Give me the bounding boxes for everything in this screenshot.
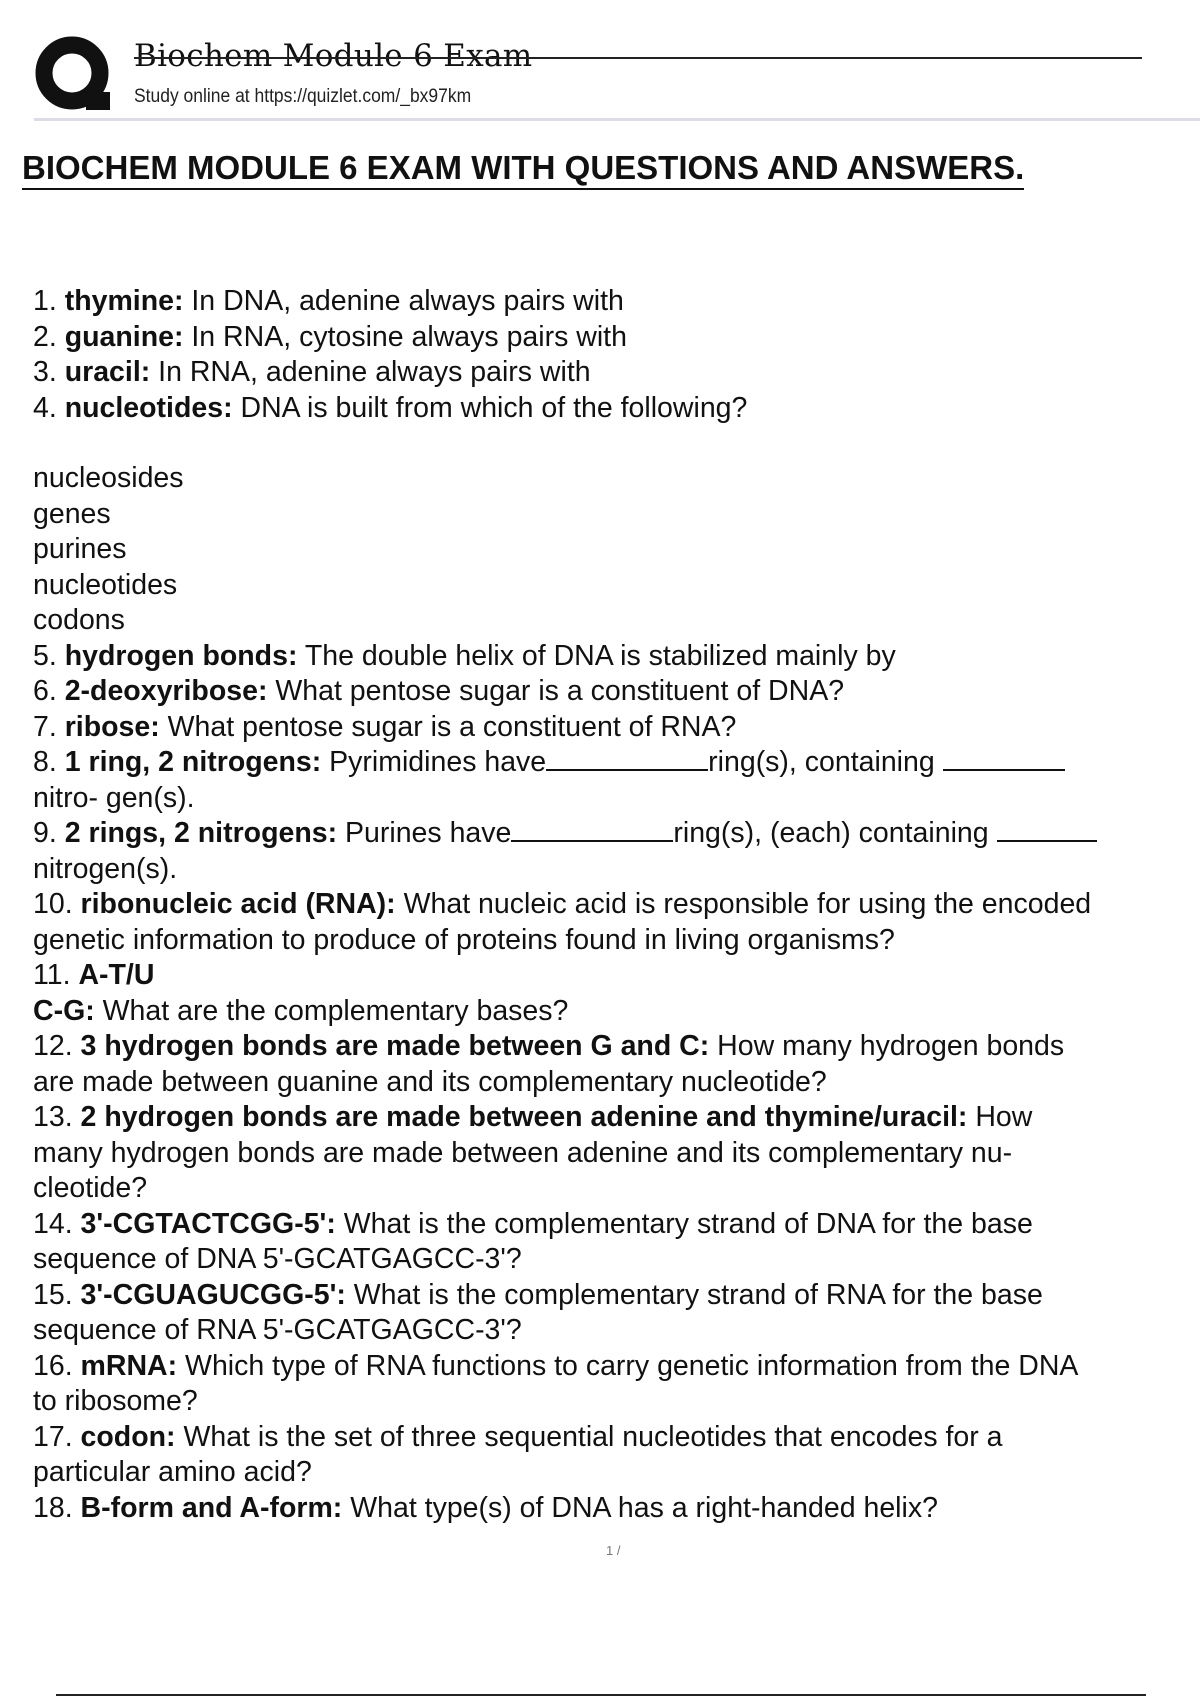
question-continuation: to ribosome? [33, 1385, 198, 1417]
question-item: 17. codon: What is the set of three sequential nucleotides that encodes for a [33, 1420, 1003, 1453]
question-item: 1. thymine: In DNA, adenine always pairs with [33, 285, 624, 317]
question-item: 10. ribonucleic acid (RNA): What nucleic acid is responsible for using the encoded [33, 888, 1092, 920]
fill-blank [546, 745, 708, 771]
spacer [33, 426, 1193, 461]
question-item: 7. ribose: What pentose sugar is a constituent of RNA? [33, 710, 737, 743]
choice-item: nucleosides [33, 462, 184, 494]
study-online-link[interactable]: Study online at https://quizlet.com/_bx97km [134, 86, 472, 107]
question-continuation: nitrogen(s). [33, 852, 178, 885]
quizlet-q-logo-icon [34, 36, 114, 112]
question-item: 18. B-form and A-form: What type(s) of DNA has a right-handed helix? [33, 1491, 938, 1524]
question-item: 2. guanine: In RNA, cytosine always pairs with [33, 320, 627, 353]
question-item: 5. hydrogen bonds: The double helix of DNA is stabilized mainly by [33, 639, 896, 672]
question-continuation: genetic information to produce of proteins found in living organisms? [33, 923, 895, 956]
question-continuation: particular amino acid? [33, 1456, 312, 1488]
header-title: Biochem Module 6 Exam [134, 38, 533, 74]
question-item: 13. 2 hydrogen bonds are made between adenine and thymine/uracil: How [33, 1101, 1033, 1133]
page-number: 1 / [606, 1543, 621, 1558]
document-title: BIOCHEM MODULE 6 EXAM WITH QUESTIONS AND ANSWERS. [22, 148, 1024, 190]
question-item: 14. 3'-CGTACTCGG-5': What is the complementary strand of DNA for the base [33, 1207, 1033, 1240]
footer-divider [56, 1694, 1146, 1696]
choice-item: nucleotides [33, 568, 178, 601]
question-continuation: cleotide? [33, 1172, 148, 1204]
question-continuation: nitro- gen(s). [33, 781, 195, 814]
question-item: 15. 3'-CGUAGUCGG-5': What is the complementary strand of RNA for the base [33, 1278, 1043, 1311]
header-divider [134, 57, 1142, 59]
question-item: 6. 2-deoxyribose: What pentose sugar is a constituent of DNA? [33, 675, 845, 707]
question-continuation: many hydrogen bonds are made between adenine and its complementary nu- [33, 1136, 1013, 1169]
question-continuation: sequence of DNA 5'-GCATGAGCC-3'? [33, 1243, 522, 1275]
fill-blank [943, 745, 1065, 771]
question-item: 11. A-T/U [33, 959, 155, 991]
choice-item: purines [33, 533, 127, 565]
fill-blank [997, 816, 1097, 842]
page-header [0, 0, 1200, 120]
question-item: 9. 2 rings, 2 nitrogens: Purines have ring(s), (each) containing [33, 816, 1193, 852]
question-continuation: are made between guanine and its complementary nucleotide? [33, 1065, 827, 1098]
question-item: 3. uracil: In RNA, adenine always pairs with [33, 356, 591, 388]
choice-item: genes [33, 497, 111, 530]
question-item: 8. 1 ring, 2 nitrogens: Pyrimidines have ring(s), containing [33, 745, 1193, 781]
question-continuation: C-G: What are the complementary bases? [33, 994, 569, 1027]
fill-blank [511, 816, 673, 842]
question-list [33, 284, 1193, 1526]
question-item: 16. mRNA: Which type of RNA functions to carry genetic information from the DNA [33, 1349, 1079, 1382]
choice-item: codons [33, 604, 125, 636]
question-item: 4. nucleotides: DNA is built from which of the following? [33, 391, 748, 424]
question-continuation: sequence of RNA 5'-GCATGAGCC-3'? [33, 1314, 522, 1346]
header-bottom-divider [34, 118, 1200, 121]
question-item: 12. 3 hydrogen bonds are made between G and C: How many hydrogen bonds [33, 1030, 1065, 1062]
